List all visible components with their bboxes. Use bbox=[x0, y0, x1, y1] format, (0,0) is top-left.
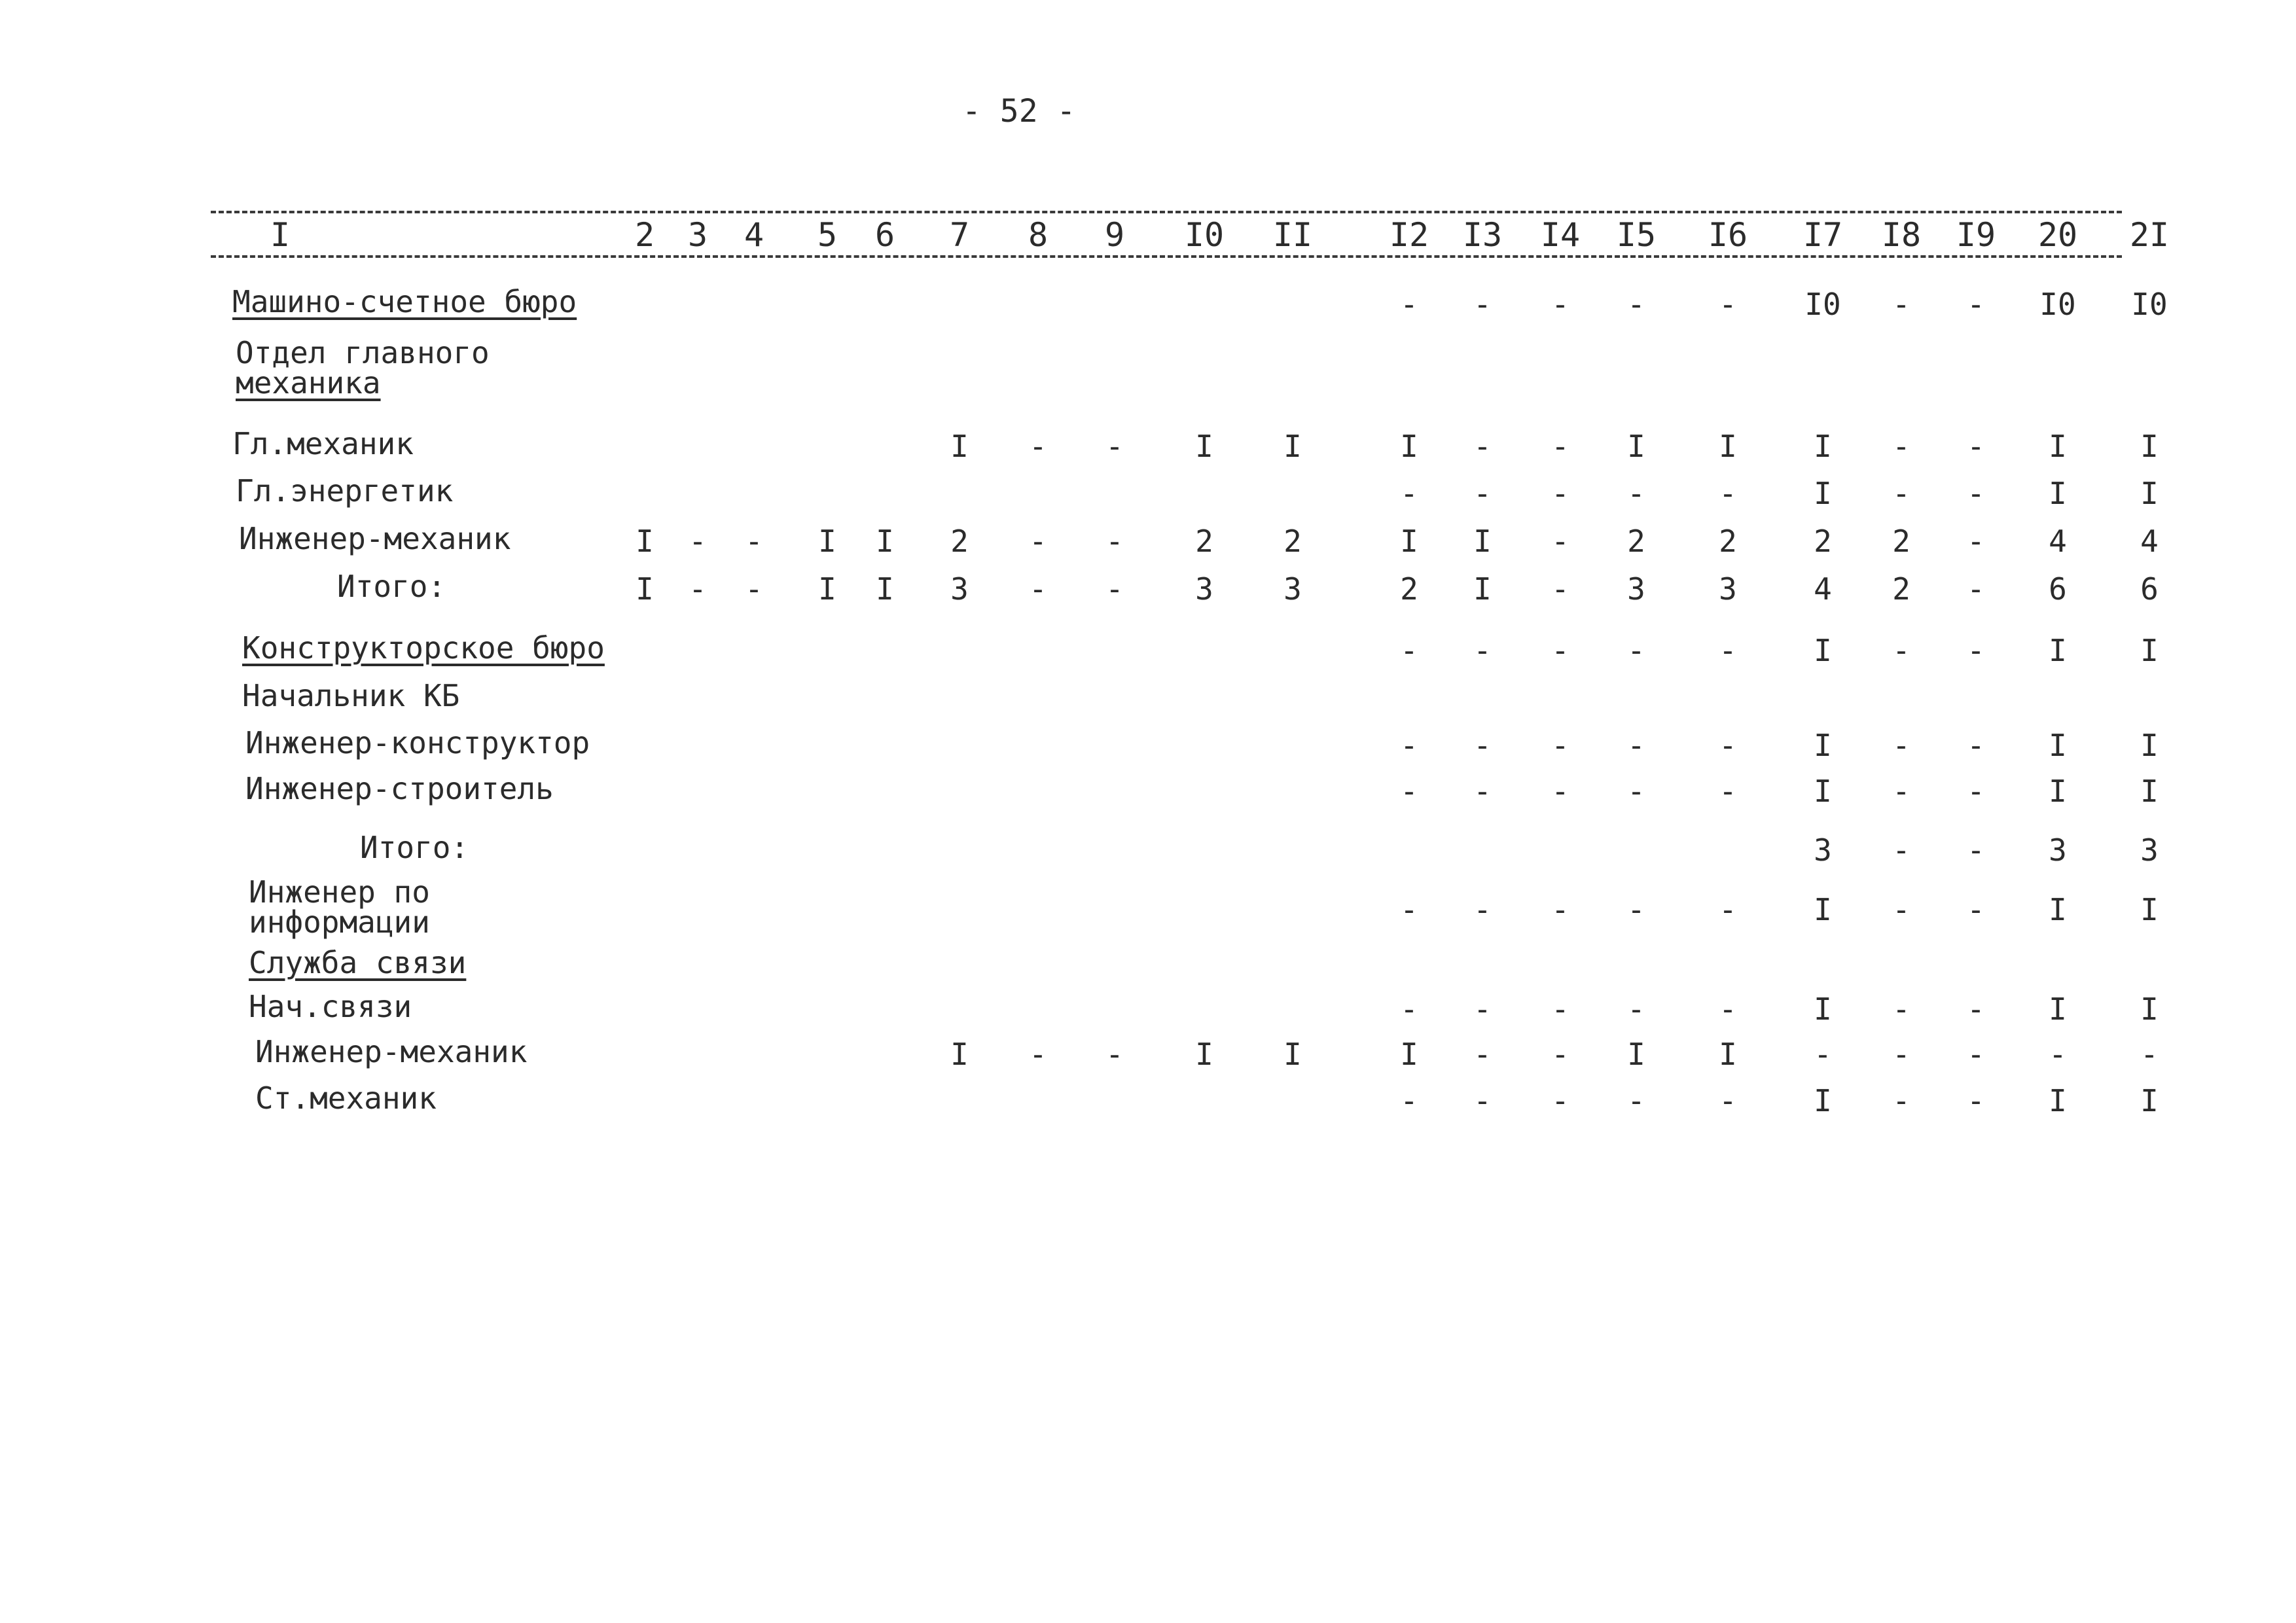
row-label: Нач.связи bbox=[249, 989, 412, 1024]
table-cell: - bbox=[2140, 1037, 2159, 1072]
table-cell: 2 bbox=[1400, 571, 1418, 607]
column-header: I3 bbox=[1462, 216, 1503, 254]
table-cell: I bbox=[1283, 1037, 1302, 1072]
column-header: 6 bbox=[874, 216, 895, 254]
table-cell: - bbox=[1892, 287, 1910, 322]
table-cell: - bbox=[1892, 429, 1910, 464]
row-label: Итого: bbox=[360, 830, 469, 865]
table-cell: I bbox=[1195, 429, 1213, 464]
table-cell: 3 bbox=[1719, 571, 1737, 607]
row-label: Инженер по информации bbox=[249, 874, 430, 940]
table-cell: - bbox=[1473, 1083, 1492, 1118]
table-cell: 3 bbox=[950, 571, 969, 607]
table-cell: - bbox=[1105, 1037, 1124, 1072]
table-cell: I bbox=[2140, 1083, 2159, 1118]
table-cell: 3 bbox=[2049, 832, 2067, 868]
table-cell: I bbox=[636, 571, 654, 607]
table-cell: I bbox=[818, 524, 836, 559]
table-cell: - bbox=[1473, 476, 1492, 511]
table-cell: - bbox=[1627, 774, 1645, 809]
table-cell: - bbox=[1473, 1037, 1492, 1072]
table-cell: - bbox=[1400, 476, 1418, 511]
table-cell: - bbox=[1967, 476, 1985, 511]
table-cell: I0 bbox=[1804, 287, 1841, 322]
table-cell: - bbox=[1967, 633, 1985, 668]
table-cell: - bbox=[1892, 832, 1910, 868]
table-cell: I bbox=[2140, 429, 2159, 464]
table-cell: I bbox=[1195, 1037, 1213, 1072]
table-cell: - bbox=[1551, 728, 1570, 763]
table-cell: 2 bbox=[1814, 524, 1832, 559]
table-cell: I bbox=[1627, 429, 1645, 464]
row-label: Инженер-конструктор bbox=[245, 725, 590, 760]
table-cell: I bbox=[2140, 633, 2159, 668]
table-cell: I bbox=[2140, 476, 2159, 511]
row-label: Гл.энергетик bbox=[236, 473, 454, 508]
table-cell: - bbox=[1473, 633, 1492, 668]
header-top-rule bbox=[211, 211, 2122, 213]
table-cell: I bbox=[876, 524, 894, 559]
table-cell: I bbox=[2049, 774, 2067, 809]
table-cell: - bbox=[1719, 991, 1737, 1027]
table-cell: - bbox=[1627, 476, 1645, 511]
table-cell: 4 bbox=[2140, 524, 2159, 559]
table-cell: 3 bbox=[1283, 571, 1302, 607]
table-cell: - bbox=[745, 524, 763, 559]
column-header: I0 bbox=[1184, 216, 1225, 254]
table-cell: - bbox=[1627, 892, 1645, 927]
table-cell: - bbox=[1967, 832, 1985, 868]
column-header: I4 bbox=[1540, 216, 1581, 254]
table-cell: I bbox=[1814, 892, 1832, 927]
table-cell: - bbox=[1719, 728, 1737, 763]
table-cell: - bbox=[1892, 728, 1910, 763]
table-cell: - bbox=[1967, 774, 1985, 809]
column-header: I8 bbox=[1881, 216, 1922, 254]
table-cell: - bbox=[1105, 524, 1124, 559]
table-cell: - bbox=[689, 571, 707, 607]
table-cell: - bbox=[1551, 429, 1570, 464]
column-header: 9 bbox=[1104, 216, 1125, 254]
column-header: 20 bbox=[2037, 216, 2078, 254]
table-cell: - bbox=[1719, 633, 1737, 668]
table-cell: I bbox=[2049, 476, 2067, 511]
table-cell: I bbox=[1814, 728, 1832, 763]
table-cell: - bbox=[1967, 728, 1985, 763]
table-cell: - bbox=[1551, 774, 1570, 809]
table-cell: I bbox=[876, 571, 894, 607]
table-cell: - bbox=[1551, 571, 1570, 607]
row-label: Отдел главного механика bbox=[236, 335, 490, 401]
table-cell: I bbox=[950, 429, 969, 464]
column-header: 5 bbox=[817, 216, 838, 254]
column-header: 7 bbox=[949, 216, 970, 254]
table-cell: I bbox=[2140, 728, 2159, 763]
table-cell: I bbox=[2049, 1083, 2067, 1118]
table-cell: 3 bbox=[1627, 571, 1645, 607]
row-label: Инженер-строитель bbox=[245, 771, 554, 806]
table-cell: - bbox=[1551, 287, 1570, 322]
table-cell: I bbox=[950, 1037, 969, 1072]
table-cell: - bbox=[1892, 892, 1910, 927]
table-cell: - bbox=[1627, 633, 1645, 668]
table-cell: 3 bbox=[1195, 571, 1213, 607]
table-cell: - bbox=[1967, 429, 1985, 464]
table-cell: - bbox=[1892, 774, 1910, 809]
table-cell: - bbox=[1892, 991, 1910, 1027]
table-cell: - bbox=[1551, 476, 1570, 511]
table-cell: - bbox=[1814, 1037, 1832, 1072]
table-cell: - bbox=[1029, 571, 1047, 607]
row-label: Итого: bbox=[337, 569, 446, 604]
row-label: Ст.механик bbox=[255, 1080, 437, 1116]
table-cell: - bbox=[1967, 892, 1985, 927]
table-cell: - bbox=[1400, 1083, 1418, 1118]
column-header: 2I bbox=[2129, 216, 2170, 254]
table-cell: I bbox=[1814, 774, 1832, 809]
table-cell: - bbox=[1627, 1083, 1645, 1118]
table-cell: - bbox=[1473, 892, 1492, 927]
table-cell: I0 bbox=[2039, 287, 2076, 322]
column-header: I bbox=[270, 216, 291, 254]
table-cell: - bbox=[1400, 287, 1418, 322]
table-cell: I bbox=[1400, 429, 1418, 464]
table-cell: - bbox=[1400, 991, 1418, 1027]
table-cell: I bbox=[1814, 476, 1832, 511]
column-header: 8 bbox=[1028, 216, 1049, 254]
table-cell: I bbox=[1719, 1037, 1737, 1072]
table-cell: - bbox=[1719, 774, 1737, 809]
table-cell: 2 bbox=[950, 524, 969, 559]
table-cell: I bbox=[1627, 1037, 1645, 1072]
row-label: Гл.механик bbox=[232, 426, 414, 461]
table-cell: I bbox=[2049, 991, 2067, 1027]
table-cell: - bbox=[1105, 429, 1124, 464]
table-cell: - bbox=[1892, 476, 1910, 511]
table-cell: - bbox=[1967, 571, 1985, 607]
column-header: I7 bbox=[1803, 216, 1843, 254]
table-cell: - bbox=[1551, 524, 1570, 559]
table-cell: - bbox=[1473, 774, 1492, 809]
table-cell: - bbox=[1551, 892, 1570, 927]
table-cell: - bbox=[689, 524, 707, 559]
table-cell: - bbox=[1029, 1037, 1047, 1072]
table-cell: - bbox=[1551, 633, 1570, 668]
table-cell: - bbox=[1551, 1037, 1570, 1072]
table-cell: - bbox=[1892, 633, 1910, 668]
table-cell: 6 bbox=[2140, 571, 2159, 607]
header-bottom-rule bbox=[211, 255, 2122, 258]
table-cell: - bbox=[2049, 1037, 2067, 1072]
table-cell: 2 bbox=[1719, 524, 1737, 559]
table-cell: - bbox=[1892, 1037, 1910, 1072]
table-cell: - bbox=[1719, 287, 1737, 322]
table-cell: - bbox=[1967, 287, 1985, 322]
table-cell: - bbox=[1029, 429, 1047, 464]
table-cell: I bbox=[2049, 728, 2067, 763]
table-cell: - bbox=[1551, 1083, 1570, 1118]
table-cell: - bbox=[1551, 991, 1570, 1027]
table-cell: I bbox=[1473, 524, 1492, 559]
table-cell: - bbox=[1967, 1083, 1985, 1118]
row-label: Конструкторское бюро bbox=[242, 630, 605, 666]
table-cell: I bbox=[1719, 429, 1737, 464]
table-cell: I bbox=[2140, 991, 2159, 1027]
row-label: Начальник КБ bbox=[242, 678, 460, 713]
table-cell: - bbox=[745, 571, 763, 607]
column-header: I6 bbox=[1708, 216, 1748, 254]
table-cell: I bbox=[2140, 774, 2159, 809]
column-header: II bbox=[1272, 216, 1313, 254]
table-cell: I bbox=[1283, 429, 1302, 464]
table-cell: I0 bbox=[2131, 287, 2168, 322]
table-cell: - bbox=[1967, 524, 1985, 559]
table-cell: I bbox=[2049, 892, 2067, 927]
table-cell: I bbox=[1814, 429, 1832, 464]
table-cell: I bbox=[2140, 892, 2159, 927]
table-cell: - bbox=[1719, 1083, 1737, 1118]
table-cell: - bbox=[1473, 728, 1492, 763]
table-cell: - bbox=[1400, 633, 1418, 668]
column-header: 2 bbox=[634, 216, 655, 254]
table-cell: - bbox=[1400, 774, 1418, 809]
column-header: 3 bbox=[687, 216, 708, 254]
table-cell: I bbox=[818, 571, 836, 607]
table-cell: 2 bbox=[1892, 524, 1910, 559]
table-cell: - bbox=[1892, 1083, 1910, 1118]
row-label: Машино-счетное бюро bbox=[232, 284, 577, 319]
table-cell: 3 bbox=[2140, 832, 2159, 868]
table-cell: I bbox=[1400, 1037, 1418, 1072]
table-cell: I bbox=[2049, 633, 2067, 668]
table-cell: - bbox=[1719, 476, 1737, 511]
table-cell: - bbox=[1473, 991, 1492, 1027]
column-header: 4 bbox=[744, 216, 764, 254]
table-cell: I bbox=[1814, 991, 1832, 1027]
table-cell: I bbox=[1473, 571, 1492, 607]
table-cell: - bbox=[1719, 892, 1737, 927]
table-cell: - bbox=[1029, 524, 1047, 559]
column-header: I9 bbox=[1956, 216, 1996, 254]
table-cell: - bbox=[1627, 991, 1645, 1027]
table-cell: - bbox=[1400, 892, 1418, 927]
table-cell: - bbox=[1627, 287, 1645, 322]
table-cell: 3 bbox=[1814, 832, 1832, 868]
table-cell: - bbox=[1967, 1037, 1985, 1072]
table-cell: 2 bbox=[1283, 524, 1302, 559]
table-cell: I bbox=[1814, 633, 1832, 668]
table-cell: 4 bbox=[2049, 524, 2067, 559]
table-cell: I bbox=[636, 524, 654, 559]
page-number: - 52 - bbox=[962, 93, 1076, 130]
table-cell: 2 bbox=[1892, 571, 1910, 607]
table-cell: 6 bbox=[2049, 571, 2067, 607]
table-cell: I bbox=[2049, 429, 2067, 464]
row-label: Инженер-механик bbox=[255, 1034, 528, 1069]
table-cell: 4 bbox=[1814, 571, 1832, 607]
column-header: I2 bbox=[1389, 216, 1429, 254]
table-cell: 2 bbox=[1627, 524, 1645, 559]
column-header: I5 bbox=[1616, 216, 1657, 254]
table-cell: 2 bbox=[1195, 524, 1213, 559]
table-cell: - bbox=[1105, 571, 1124, 607]
table-cell: - bbox=[1967, 991, 1985, 1027]
table-cell: - bbox=[1627, 728, 1645, 763]
table-cell: I bbox=[1400, 524, 1418, 559]
table-cell: - bbox=[1473, 429, 1492, 464]
table-cell: I bbox=[1814, 1083, 1832, 1118]
row-label: Служба связи bbox=[249, 945, 467, 980]
table-cell: - bbox=[1400, 728, 1418, 763]
row-label: Инженер-механик bbox=[239, 521, 511, 556]
table-cell: - bbox=[1473, 287, 1492, 322]
